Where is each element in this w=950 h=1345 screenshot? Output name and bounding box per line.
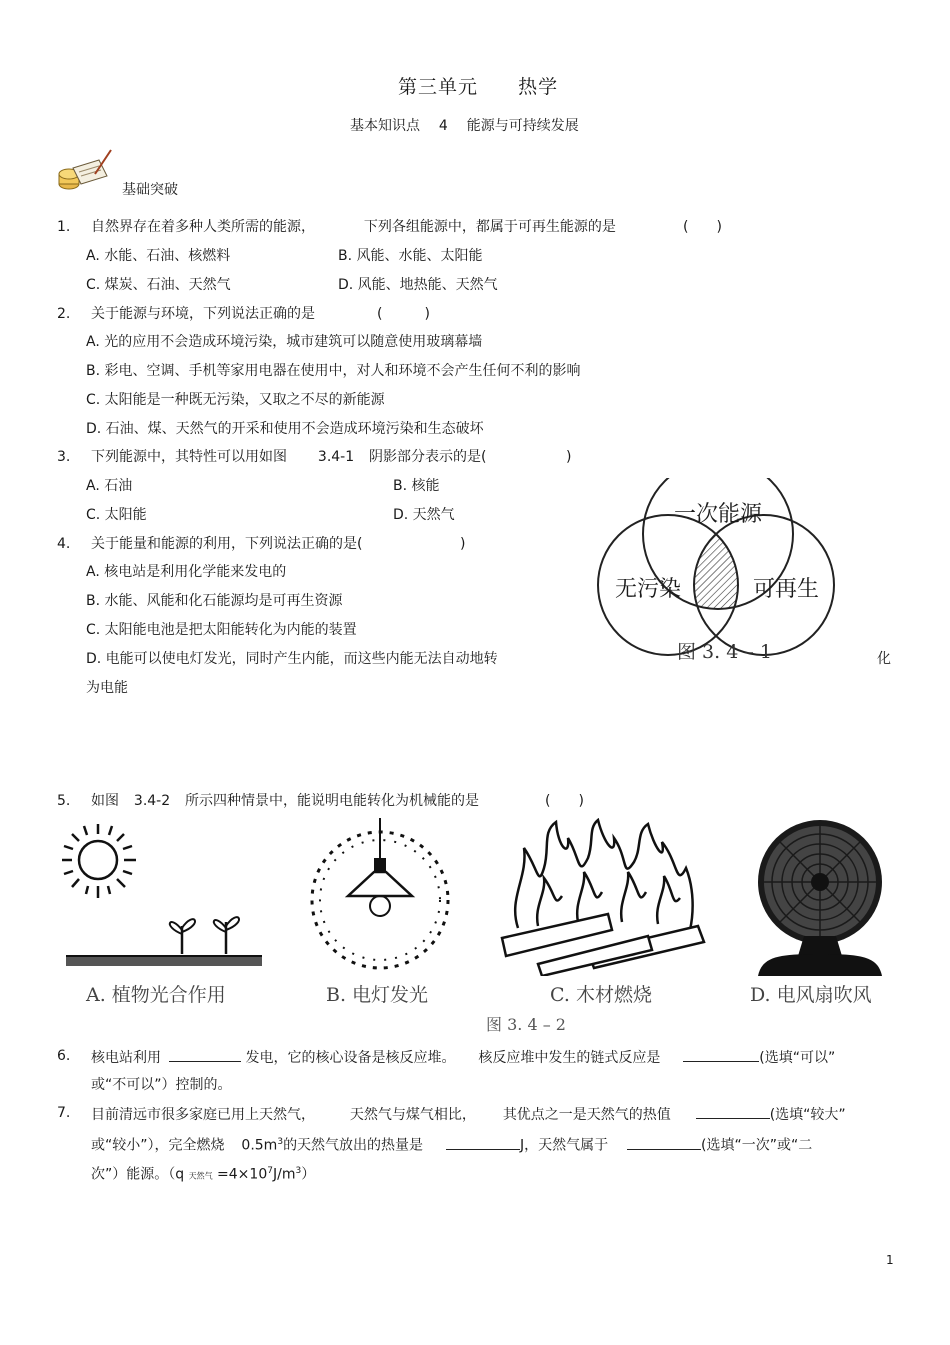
q5-answer-paren: ( ) [545,793,584,809]
q1-answer-paren: ( ) [683,219,722,235]
notebook-pen-icon [55,148,115,196]
venn-caption: 图 3. 4 – 1 [677,641,772,663]
q4-stem: 关于能量和能源的利用，下列说法正确的是( [91,536,363,552]
q4-number: 4. [57,536,71,552]
q2-number: 2. [57,306,71,322]
q1-stem: 自然界存在着多种人类所需的能源， 下列各组能源中，都属于可再生能源的是 [91,219,616,235]
q2-option-c: C. 太阳能是一种既无污染，又取之不尽的新能源 [86,392,385,408]
fire-icon [498,818,713,976]
q3-option-d: D. 天然气 [393,507,455,523]
q1-option-b: B. 风能、水能、太阳能 [338,248,483,264]
q7-blank-1[interactable] [696,1104,770,1119]
fan-icon [750,818,890,976]
q7-line2: 或“较小”），完全燃烧 $0.5m^3$的天然气放出的热量是 J，天然气属于 (选填“一次”或“二 [91,1133,812,1155]
q4-option-b: B. 水能、风能和化石能源均是可再生资源 [86,593,343,609]
venn-label-left: 无污染 [615,577,682,602]
page-subtitle: 基本知识点 4 能源与可持续发展 [350,118,579,134]
q3-paren-close: ) [566,449,572,465]
q3-option-a: A. 石油 [86,478,133,494]
q7-blank-2[interactable] [446,1135,520,1150]
q4-option-d-cont: 为电能 [86,680,128,696]
q6-blank-1[interactable] [169,1047,241,1062]
q5-stem: 如图 3.4-2 所示四种情景中，能说明电能转化为机械能的是 [91,793,480,809]
q3-stem: 下列能源中，其特性可以用如图 3.4-1 阴影部分表示的是( [91,449,487,465]
q7-blank-3[interactable] [627,1135,701,1150]
title-topic: 热学 [518,76,559,98]
q7-line1: 目前清远市很多家庭已用上天然气， 天然气与煤气相比， 其优点之一是天然气的热值 (选填“较大” [91,1104,846,1124]
q2-stem: 关于能源与环境，下列说法正确的是 [91,306,315,322]
q5-pic-c-label: C. 木材燃烧 [550,984,652,1006]
q5-pic-a-label: A. 植物光合作用 [86,984,226,1006]
q6-number: 6. [57,1048,71,1064]
q1-option-d: D. 风能、地热能、天然气 [338,277,498,293]
q6-blank-2[interactable] [683,1047,759,1062]
page-title [398,72,558,99]
q1-option-a: A. 水能、石油、核燃料 [86,248,231,264]
page-number: 1 [886,1253,894,1267]
q3-number: 3. [57,449,71,465]
q2-option-d: D. 石油、煤、天然气的开采和使用不会造成环境污染和生态破坏 [86,421,484,437]
q4-option-c: C. 太阳能电池是把太阳能转化为内能的装置 [86,622,357,638]
venn-label-top: 一次能源 [674,502,763,527]
q3-option-b: B. 核能 [393,478,440,494]
q6-line1: 核电站利用 发电，它的核心设备是核反应堆。 核反应堆中发生的链式反应是 (选填“可以” [91,1047,835,1067]
q5-number: 5. [57,793,71,809]
q4-option-a: A. 核电站是利用化学能来发电的 [86,564,287,580]
q4-option-d-wrap: 化 [877,651,891,667]
q1-number: 1. [57,219,71,235]
q5-figure-caption: 图 3. 4 – 2 [486,1015,566,1034]
q7-line3: 次”）能源。（q 天然气 $=4\times 10^7J/m^3$） [91,1166,316,1183]
q4-option-d: D. 电能可以使电灯发光，同时产生内能，而这些内能无法自动地转 [86,651,498,667]
section-label: 基础突破 [122,182,178,198]
q2-option-a: A. 光的应用不会造成环境污染，城市建筑可以随意使用玻璃幕墙 [86,334,483,350]
q2-answer-paren: ( ) [377,306,430,322]
venn-label-right: 可再生 [753,577,820,602]
title-unit: 第三单元 [398,76,479,98]
q3-option-c: C. 太阳能 [86,507,147,523]
sun-plants-icon [62,822,267,972]
q5-pic-d-label: D. 电风扇吹风 [750,984,872,1006]
q4-paren-close: ) [460,536,466,552]
q2-option-b: B. 彩电、空调、手机等家用电器在使用中，对人和环境不会产生任何不利的影响 [86,363,581,379]
q6-line2: 或“不可以”）控制的。 [91,1077,232,1093]
q7-number: 7. [57,1105,71,1121]
q5-pic-b-label: B. 电灯发光 [326,984,429,1006]
lamp-icon [300,818,460,976]
q1-option-c: C. 煤炭、石油、天然气 [86,277,231,293]
